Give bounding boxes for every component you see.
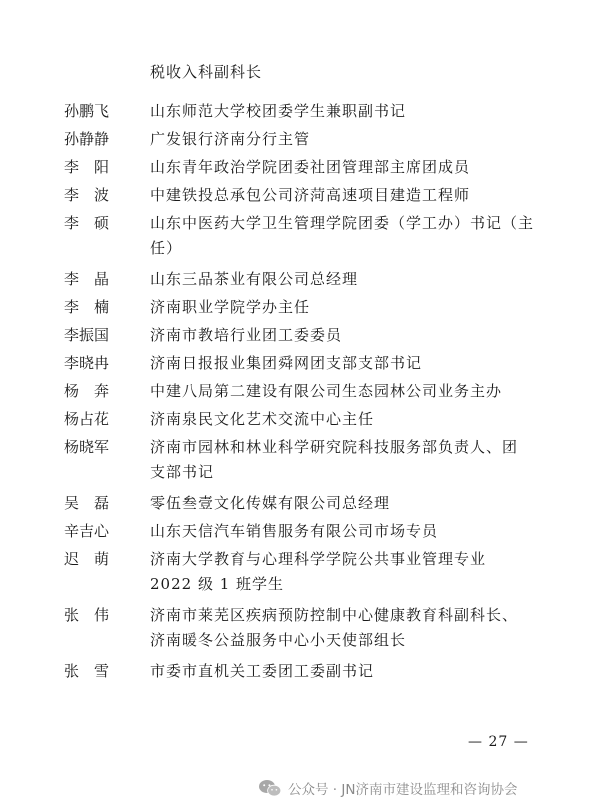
position-line: 济南日报报业集团舜网团支部支部书记 [150, 354, 423, 372]
person-position [150, 379, 530, 404]
person-position [150, 99, 530, 124]
position-line: 中建铁投总承包公司济菏高速项目建造工程师 [150, 186, 471, 204]
person-name: 辛吉心 [64, 522, 110, 540]
person-name: 李晓冉 [64, 354, 110, 372]
person-name: 李 晶 [64, 270, 110, 288]
person-position [150, 127, 530, 152]
position-line: 广发银行济南分行主管 [150, 130, 311, 148]
position-line: 山东三品茶业有限公司总经理 [150, 270, 359, 288]
position-line: 济南大学教育与心理科学学院公共事业管理专业 [150, 550, 487, 568]
position-line: 济南市教培行业团工委委员 [150, 326, 343, 344]
person-position [150, 491, 530, 516]
watermark-text: 公众号 · JN济南市建设监理和咨询协会 [288, 782, 518, 798]
position-line: 济南市园林和林业科学研究院科技服务部负责人、团 [150, 438, 519, 456]
person-name: 迟 萌 [64, 550, 110, 568]
position-line: 济南暖冬公益服务中心小天使部组长 [150, 631, 407, 649]
person-name: 孙静静 [64, 130, 110, 148]
person-position [150, 351, 530, 376]
person-name: 张 雪 [64, 662, 110, 680]
person-name: 孙鹏飞 [64, 102, 110, 120]
person-position [150, 155, 530, 180]
person-name: 李振国 [64, 326, 110, 344]
position-line: 零伍叁壹文化传媒有限公司总经理 [150, 494, 391, 512]
person-position [150, 323, 530, 348]
position-line: 济南职业学院学办主任 [150, 298, 311, 316]
position-line: 山东天信汽车销售服务有限公司市场专员 [150, 522, 439, 540]
person-name: 张 伟 [64, 606, 110, 624]
position-line: 市委市直机关工委团工委副书记 [150, 662, 375, 680]
person-name: 杨 奔 [64, 382, 110, 400]
continuation-line: 税收入科副科长 [150, 63, 263, 81]
person-position [150, 547, 530, 597]
position-line: 支部书记 [150, 463, 215, 481]
position-line: 济南市莱芜区疾病预防控制中心健康教育科副科长、 [150, 606, 519, 624]
person-name: 李 楠 [64, 298, 110, 316]
position-line: 济南泉民文化艺术交流中心主任 [150, 410, 375, 428]
position-line: 山东师范大学校团委学生兼职副书记 [150, 102, 407, 120]
position-line: 山东中医药大学卫生管理学院团委（学工办）书记（主 [150, 214, 535, 232]
position-line: 山东青年政治学院团委社团管理部主席团成员 [150, 158, 471, 176]
person-position [150, 295, 530, 320]
position-line: 任） [150, 239, 183, 257]
person-position [150, 659, 530, 684]
person-name: 李 硕 [64, 214, 110, 232]
person-name: 李 波 [64, 186, 110, 204]
person-position [150, 435, 530, 485]
person-position [150, 183, 530, 208]
watermark [258, 776, 517, 800]
position-line: 2022 级 1 班学生 [150, 575, 285, 593]
person-name: 杨晓军 [64, 438, 110, 456]
person-position [150, 603, 530, 653]
wechat-icon [258, 779, 282, 797]
person-name: 杨占花 [64, 410, 110, 428]
person-name: 李 阳 [64, 158, 110, 176]
person-position [150, 267, 530, 292]
person-position [150, 211, 535, 261]
person-name: 吴 磊 [64, 494, 110, 512]
page-number: — 27 — [468, 734, 529, 750]
person-position [150, 519, 530, 544]
person-position [150, 407, 530, 432]
position-line: 中建八局第二建设有限公司生态园林公司业务主办 [150, 382, 503, 400]
